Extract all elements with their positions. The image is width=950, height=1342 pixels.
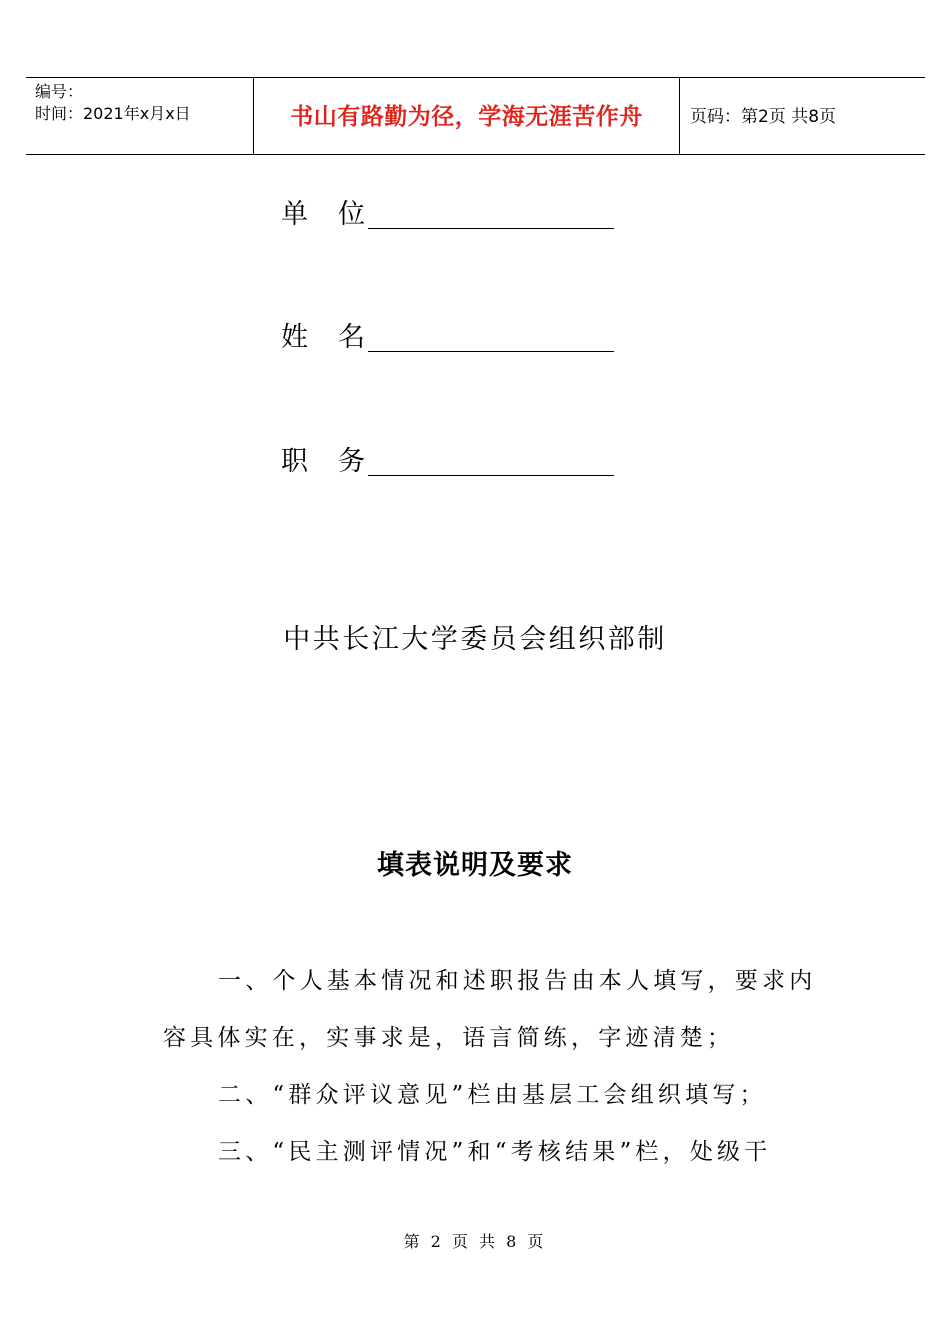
instruction-line: 一、个人基本情况和述职报告由本人填写，要求内 [218,968,817,994]
instruction-line: 三、“民主测评情况”和“考核结果”栏，处级干 [218,1139,772,1165]
document-number-label: 编号： [35,82,84,101]
instruction-line: 容具体实在，实事求是，语言简练，字迹清楚； [163,1025,735,1051]
document-time-label: 时间：2021年x月x日 [35,104,191,123]
header-page-number: 页码：第2页 共8页 [690,107,837,127]
page-header [26,77,925,155]
unit-blank-line[interactable] [368,196,614,229]
unit-field [281,195,614,231]
position-blank-line[interactable] [368,443,614,476]
issuer-text: 中共长江大学委员会组织部制 [283,624,667,655]
name-label: 姓名 [281,322,395,353]
header-meta [35,81,191,125]
position-field [281,442,614,478]
name-field [281,318,614,354]
instructions-title: 填表说明及要求 [377,850,573,881]
page-footer: 第 2 页 共 8 页 [403,1232,547,1251]
instruction-line: 二、“群众评议意见”栏由基层工会组织填写； [218,1082,767,1108]
header-divider [679,78,680,154]
name-blank-line[interactable] [368,319,614,352]
unit-label: 单位 [281,199,395,230]
header-motto: 书山有路勤为径，学海无涯苦作舟 [290,104,643,130]
position-label: 职务 [281,446,395,477]
